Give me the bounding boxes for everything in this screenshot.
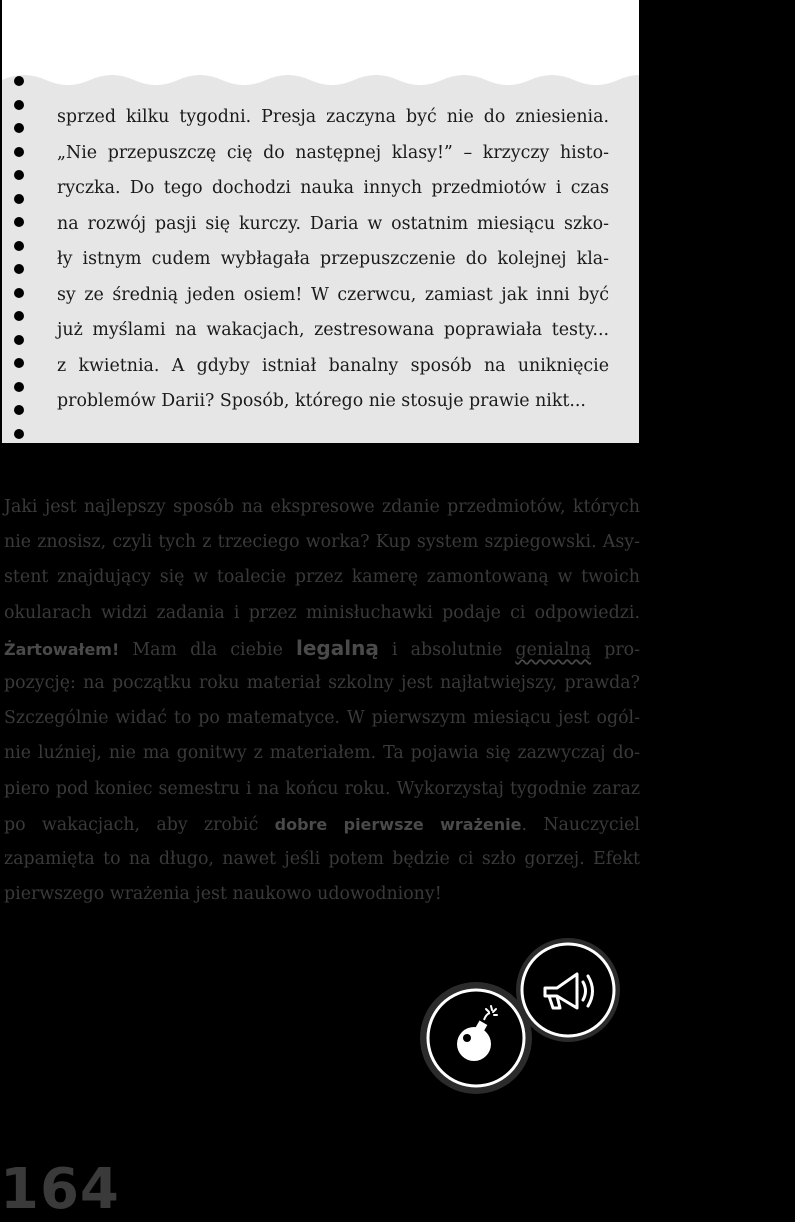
category-icons [420,938,630,1098]
card-line: sprzed kilku tygodni. Presja zaczyna być nie do zniesienia. [57,107,609,127]
card-line: problemów Darii? Sposób, którego nie stosuje prawie nikt... [57,391,586,411]
body-paragraph [4,490,640,912]
body-line: pierwszego wrażenia jest naukowo udowodniony! [4,884,442,905]
joke-emphasis: Żartowałem! [4,639,120,659]
body-line: piero pod koniec semestru i na końcu roku. Wykorzystaj tygodnie zaraz [4,778,640,799]
body-line: Szczególnie widać to po matematyce. W pierwszym miesiącu jest ogól- [4,708,640,729]
page-number: 164 [0,1157,120,1222]
card-text [57,100,609,420]
body-line: zapamięta to na długo, nawet jeśli potem będzie ci szło gorzej. Efekt [4,848,640,869]
card-line: sy ze średnią jeden osiem! W czerwcu, zamiast jak inni być [57,284,609,305]
megaphone-icon [522,944,614,1036]
body-line: po wakacjach, aby zrobić dobre pierwsze wrażenie. Nauczyciel [4,814,640,835]
wave-edge [2,70,639,88]
body-line: pozycję: na początku roku materiał szkolny jest najłatwiejszy, prawda? [4,672,640,693]
bomb-icon [428,990,524,1086]
card-line: ryczka. Do tego dochodzi nauka innych przedmiotów i czas [57,178,609,198]
card-line: „Nie przepuszczę cię do następnej klasy!” – krzyczy histo- [57,142,609,163]
body-line: nie znosisz, czyli tych z trzeciego worka? Kup system szpiegowski. Asy- [4,532,640,553]
genial-underlined: genialną [515,639,592,660]
legal-emphasis: legalną [296,635,379,660]
first-impression-emphasis: dobre pierwsze wrażenie [274,814,522,834]
body-line: Jaki jest najlepszy sposób na ekspresowe zdanie przedmiotów, których [4,497,640,517]
binder-holes [14,76,28,446]
card-line: na rozwój pasji się kurczy. Daria w ostatnim miesiącu szko- [57,213,609,234]
card-line: ły istnym cudem wybłagała przepuszczenie do kolejnej kla- [57,249,609,269]
card-line: z kwietnia. A gdyby istniał banalny sposób na uniknięcie [57,355,609,376]
body-line: Żartowałem! Mam dla ciebie legalną i absolutnie genialną pro- [4,635,640,660]
body-line: okularach widzi zadania i przez minisłuchawki podaje ci odpowiedzi. [4,602,640,623]
body-line: stent znajdujący się w toalecie przez kamerę zamontowaną w twoich [4,567,640,588]
body-line: nie luźniej, nie ma gonitwy z materiałem. Ta pojawia się zazwyczaj do- [4,743,640,764]
card-line: już myślami na wakacjach, zestresowana poprawiała testy... [57,320,609,340]
